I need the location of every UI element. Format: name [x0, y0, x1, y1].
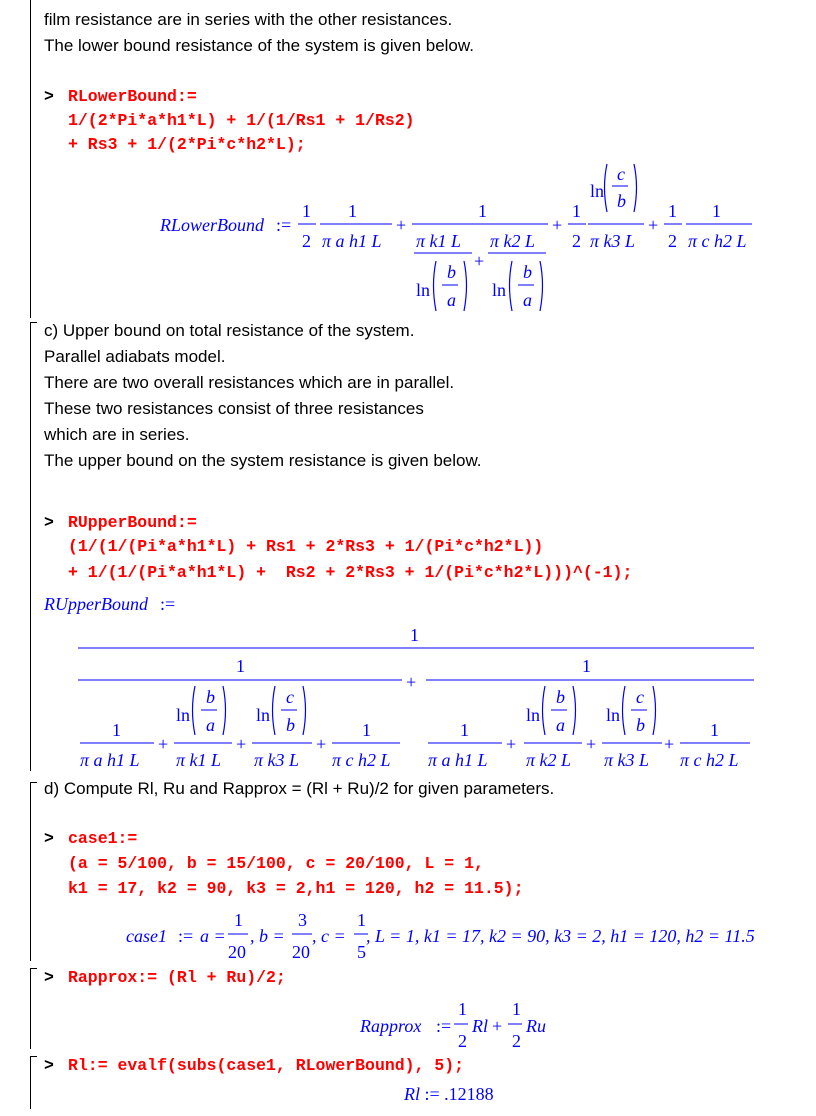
paren-right: [540, 261, 543, 311]
ln-label: ln: [492, 280, 507, 300]
paren-right: [464, 261, 467, 311]
frac-num: 1: [478, 201, 487, 221]
plus-op: +: [316, 734, 327, 754]
assign-op: :=: [436, 1016, 452, 1036]
frac-den: 2: [458, 1031, 467, 1051]
frac-num: b: [556, 687, 565, 707]
text-line: which are in series.: [44, 425, 190, 444]
text-line: The upper bound on the system resistance is given below.: [44, 451, 482, 470]
frac-num: 1: [710, 720, 719, 740]
paren-right: [303, 686, 306, 735]
paren-left: [510, 261, 513, 311]
frac-den: π a h1 L: [428, 750, 488, 770]
frac-den: π c h2 L: [332, 750, 391, 770]
frac-num: π k1 L: [416, 231, 462, 251]
input-prompt: >: [44, 829, 54, 848]
input-prompt: >: [44, 1056, 54, 1075]
case1-lhs: case1: [126, 926, 167, 946]
rupper-input-line[interactable]: RUpperBound:=: [68, 513, 197, 532]
frac-den: a: [556, 715, 565, 735]
assign-op: :=: [178, 926, 194, 946]
paren-left: [623, 686, 626, 735]
rlower-input-line[interactable]: RLowerBound:=: [68, 87, 197, 106]
frac-num: 1: [460, 720, 469, 740]
input-prompt: >: [44, 968, 54, 987]
frac-num: 1: [512, 999, 521, 1019]
frac-num: 1: [712, 201, 721, 221]
case1-input-line[interactable]: k1 = 17, k2 = 90, k3 = 2,h1 = 120, h2 = 11.5);: [68, 879, 524, 898]
frac-num: 1: [572, 201, 581, 221]
frac-den: π c h2 L: [680, 750, 739, 770]
frac-den: b: [617, 191, 626, 211]
case1-input-line[interactable]: (a = 5/100, b = 15/100, c = 20/100, L = 1,: [68, 854, 484, 873]
frac-num: 1: [357, 910, 366, 930]
plus-op: +: [664, 734, 675, 754]
frac-num: 1: [582, 656, 591, 676]
rlower-lhs: RLowerBound: [160, 215, 265, 235]
frac-num: b: [447, 262, 456, 282]
rapprox-output: [354, 996, 564, 1052]
paren-left: [193, 686, 196, 735]
rupper-lhs: RUpperBound: [44, 594, 148, 614]
frac-den: b: [636, 715, 645, 735]
frac-num: π k2 L: [490, 231, 536, 251]
rapprox-lhs: Rapprox: [360, 1016, 422, 1036]
ln-label: ln: [526, 705, 541, 725]
frac-num: c: [617, 164, 625, 184]
group-bracket: [30, 782, 37, 961]
case1-output: [120, 906, 790, 964]
frac-den: 2: [668, 231, 677, 251]
frac-den: 2: [302, 231, 311, 251]
frac-den: a: [447, 290, 456, 310]
group-bracket: [30, 322, 37, 771]
plus-op: +: [586, 734, 597, 754]
text-line: These two resistances consist of three resistances: [44, 399, 424, 418]
eq-label: , b =: [250, 926, 285, 946]
assign-op: :=: [424, 1084, 440, 1104]
rl-output: [404, 1084, 494, 1105]
text-line: c) Upper bound on total resistance of the system.: [44, 321, 415, 340]
frac-num: c: [636, 687, 644, 707]
frac-num: 1: [458, 999, 467, 1019]
rapprox-input-line[interactable]: Rapprox:= (Rl + Ru)/2;: [68, 968, 286, 987]
frac-den: π k3 L: [254, 750, 300, 770]
frac-den: 2: [512, 1031, 521, 1051]
plus-op: +: [236, 734, 247, 754]
frac-den: π a h1 L: [322, 231, 382, 251]
paren-right: [223, 686, 226, 735]
plus-op: +: [406, 672, 417, 692]
text-line: d) Compute Rl, Ru and Rapprox = (Rl + Ru)/2 for given parameters.: [44, 779, 555, 798]
plus-op: +: [506, 734, 517, 754]
paren-left: [543, 686, 546, 735]
ln-label: ln: [590, 181, 605, 201]
case1-rest: , L = 1, k1 = 17, k2 = 90, k3 = 2, h1 = 120, h2 = 11.5: [366, 926, 755, 946]
rlower-output: [150, 160, 770, 320]
plus-op: +: [492, 1016, 503, 1036]
eq-label: , c =: [312, 926, 346, 946]
frac-num: 1: [668, 201, 677, 221]
ln-label: ln: [176, 705, 191, 725]
text-line: Parallel adiabats model.: [44, 347, 226, 366]
frac-num: c: [286, 687, 294, 707]
paren-right: [573, 686, 576, 735]
frac-den: b: [286, 715, 295, 735]
plus-op: +: [396, 215, 407, 235]
frac-num: b: [523, 262, 532, 282]
input-prompt: >: [44, 87, 54, 106]
frac-den: π c h2 L: [688, 231, 747, 251]
paren-left: [605, 164, 608, 212]
rupper-input-line[interactable]: + 1/(1/(Pi*a*h1*L) + Rs2 + 2*Rs3 + 1/(Pi*c*h2*L)))^(-1);: [68, 563, 633, 582]
group-bracket: [30, 1056, 37, 1109]
rl-lhs: Rl: [404, 1084, 420, 1104]
plus-op: +: [474, 251, 485, 271]
case1-input-line[interactable]: case1:=: [68, 829, 138, 848]
group-bracket: [30, 0, 31, 318]
frac-num: 1: [362, 720, 371, 740]
paren-right: [653, 686, 656, 735]
rlower-input-line[interactable]: + Rs3 + 1/(2*Pi*c*h2*L);: [68, 135, 306, 154]
rl-symbol: Rl: [472, 1016, 488, 1036]
paren-left: [434, 261, 437, 311]
ru-symbol: Ru: [526, 1016, 546, 1036]
assign-op: :=: [276, 215, 292, 235]
frac-num: 1: [410, 625, 419, 645]
rl-input-line[interactable]: Rl:= evalf(subs(case1, RLowerBound), 5);: [68, 1056, 465, 1075]
frac-den: 5: [357, 942, 366, 962]
assign-op: :=: [160, 594, 176, 614]
frac-num: 1: [112, 720, 121, 740]
frac-den: π k3 L: [604, 750, 650, 770]
ln-label: ln: [606, 705, 621, 725]
frac-den: π k2 L: [526, 750, 572, 770]
rlower-input-line[interactable]: 1/(2*Pi*a*h1*L) + 1/(1/Rs1 + 1/Rs2): [68, 111, 415, 130]
rupper-input-line[interactable]: (1/(1/(Pi*a*h1*L) + Rs1 + 2*Rs3 + 1/(Pi*c*h2*L)): [68, 537, 544, 556]
frac-num: 1: [234, 910, 243, 930]
rl-value: .12188: [444, 1084, 494, 1104]
paren-right: [634, 164, 637, 212]
input-prompt: >: [44, 513, 54, 532]
frac-den: 20: [292, 942, 310, 962]
text-line: There are two overall resistances which are in parallel.: [44, 373, 455, 392]
frac-num: 3: [298, 910, 307, 930]
ln-label: ln: [256, 705, 271, 725]
plus-op: +: [552, 215, 563, 235]
frac-num: 1: [302, 201, 311, 221]
frac-den: π k3 L: [590, 231, 636, 251]
text-line: film resistance are in series with the other resistances.: [44, 10, 453, 29]
ln-label: ln: [416, 280, 431, 300]
frac-num: b: [206, 687, 215, 707]
plus-op: +: [158, 734, 169, 754]
rupper-output: [40, 590, 770, 775]
frac-den: a: [523, 290, 532, 310]
frac-den: π k1 L: [176, 750, 222, 770]
frac-den: π a h1 L: [80, 750, 140, 770]
group-bracket: [30, 968, 37, 1049]
paren-left: [273, 686, 276, 735]
text-line: The lower bound resistance of the system is given below.: [44, 36, 474, 55]
frac-den: 20: [228, 942, 246, 962]
frac-den: a: [206, 715, 215, 735]
plus-op: +: [648, 215, 659, 235]
frac-num: 1: [236, 656, 245, 676]
eq-label: a =: [200, 926, 226, 946]
frac-num: 1: [348, 201, 357, 221]
frac-den: 2: [572, 231, 581, 251]
